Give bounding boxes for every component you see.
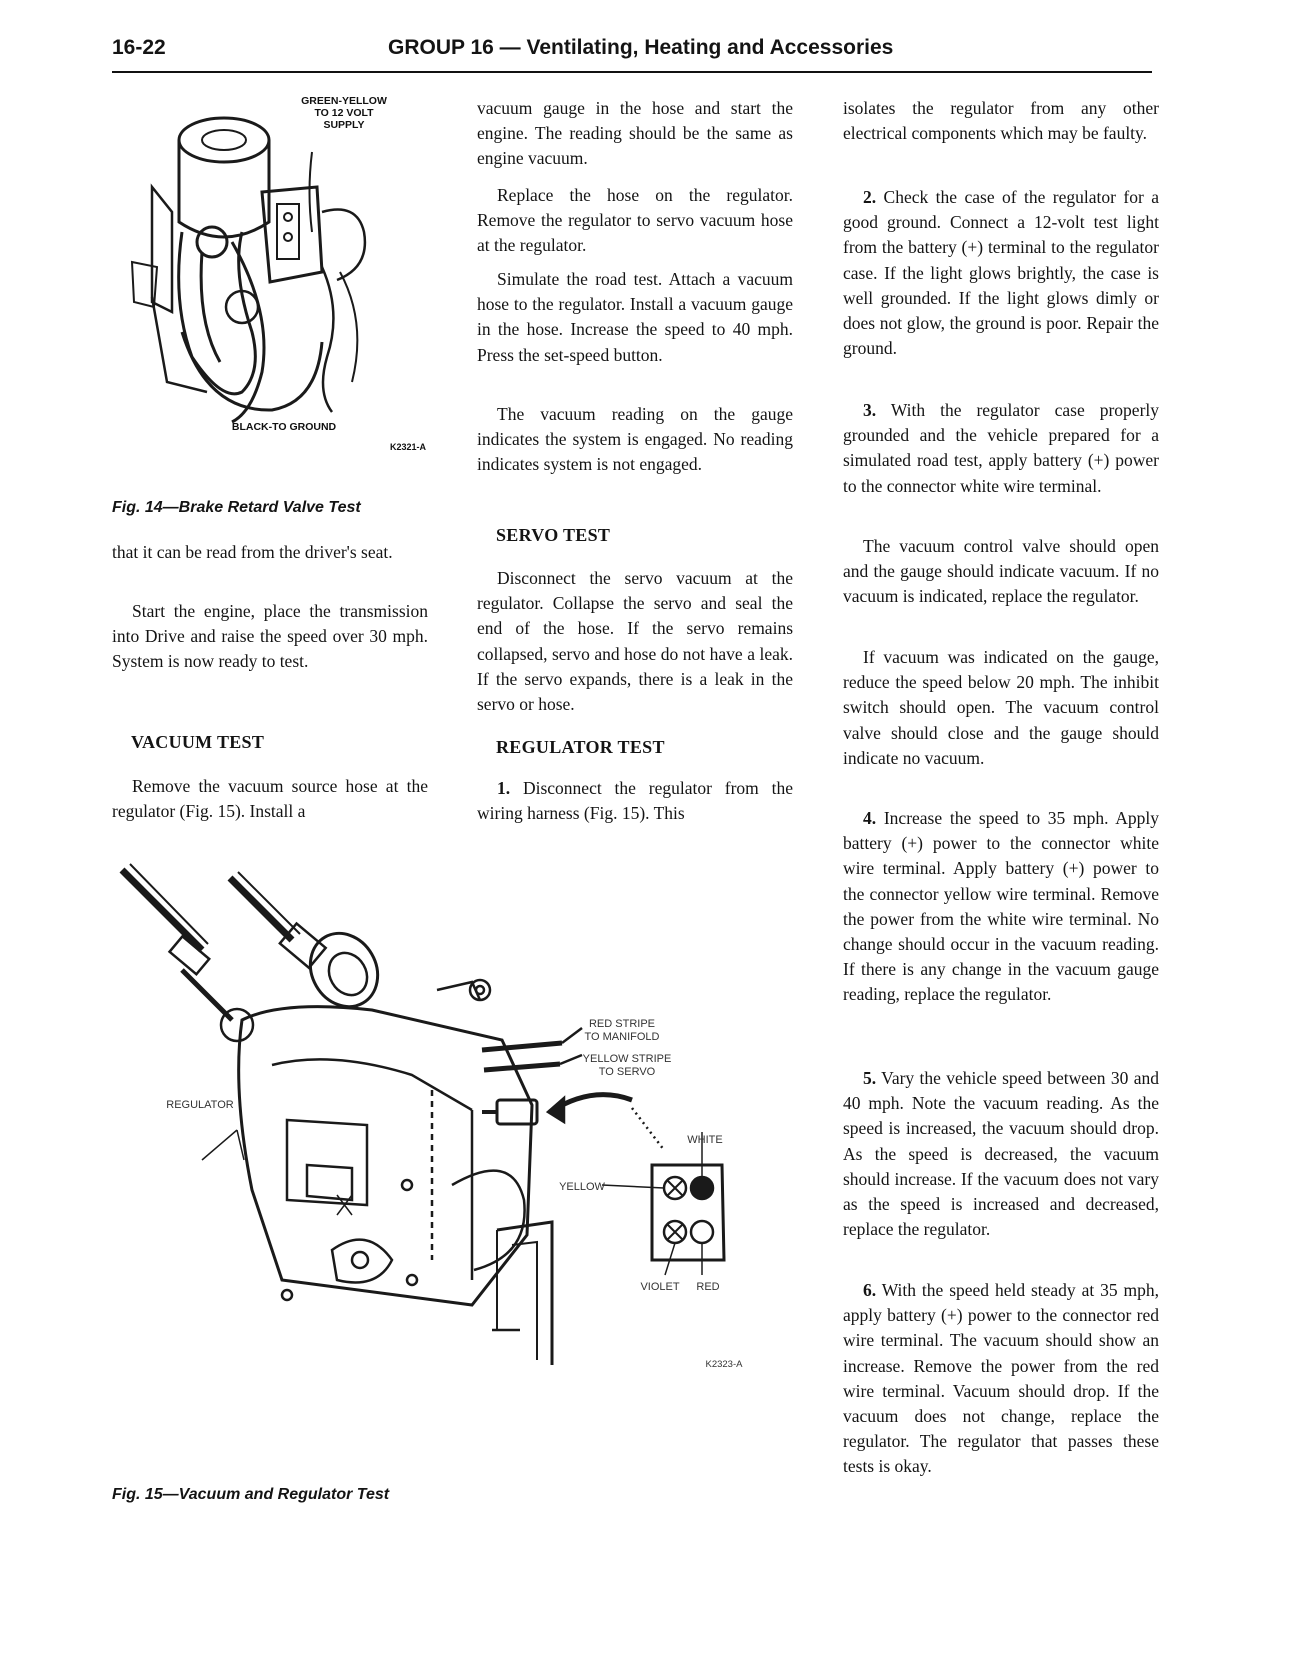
col2-para-3: Simulate the road test. Attach a vacuum hose to the regulator. Install a vacuum gauge in the hose. Increase the speed to 40 mph. Press the set-speed button. (477, 269, 793, 365)
col2-para-6 (477, 776, 793, 826)
col3-para-8 (843, 1278, 1159, 1480)
step-number: 5. (863, 1068, 877, 1088)
figure-14-code: K2321-A (389, 442, 427, 452)
vacuum-test-heading: VACUUM TEST (131, 732, 265, 752)
step-text: Vary the vehicle speed between 30 and 40 mph. Note the vacuum reading. As the speed is increased, the vacuum should drop. As the speed is decreased, the vacuum should increase. If the vacuum does not vary as the speed is increased and decreased, replace the regulator. (843, 1068, 1159, 1240)
label-red: RED (696, 1281, 720, 1293)
step-number: 6. (863, 1280, 877, 1300)
step-text: Increase the speed to 35 mph. Apply battery (+) power to the connector white wire terminal. Apply battery (+) power to the connector yellow wire terminal. Remove the power from the white wire terminal. No change should occur in the vacuum reading. If there is any change in the vacuum gauge reading, replace the regulator. (843, 808, 1159, 1005)
figure-15-illustration (112, 860, 802, 1470)
col2-para-1: vacuum gauge in the hose and start the engine. The reading should be the same as engine vacuum. (477, 98, 793, 169)
col3-para-4: The vacuum control valve should open and the gauge should indicate vacuum. If no vacuum is indicated, replace the regulator. (843, 536, 1159, 607)
label-yellow: YELLOW (559, 1181, 605, 1193)
label-to-12-volt: TO 12 VOLT (314, 107, 374, 119)
step-text: With the regulator case properly grounded and the vehicle prepared for a simulated road test, apply battery (+) power to the connector white wire terminal. (843, 400, 1160, 496)
step-number: 1. (497, 778, 511, 798)
step-text: With the speed held steady at 35 mph, apply battery (+) power to the connector red wire terminal. The vacuum should show an increase. Remove the power from the red wire terminal. Vacuum should drop. If the vacuum does not change, replace the regulator. The regulator that passes these tests is okay. (843, 1280, 1160, 1477)
col3-para-7 (843, 1066, 1159, 1242)
header-rule (112, 71, 1152, 73)
label-to-manifold: TO MANIFOLD (584, 1031, 660, 1043)
col3-para-1: isolates the regulator from any other electrical components which may be faulty. (843, 98, 1159, 144)
step-text: Disconnect the regulator from the wiring harness (Fig. 15). This (477, 778, 793, 824)
page-header (112, 36, 1152, 70)
step-text: Check the case of the regulator for a good ground. Connect a 12-volt test light from the battery (+) terminal to the regulator case. If the light glows brightly, the case is well grounded. If the light glows dimly or does not glow, the ground is poor. Repair the ground. (843, 187, 1159, 359)
label-red-stripe: RED STRIPE (588, 1018, 656, 1030)
step-number: 3. (863, 400, 877, 420)
col3-para-6 (843, 806, 1159, 1008)
regulator-test-heading: REGULATOR TEST (496, 737, 665, 757)
label-green-yellow: GREEN-YELLOW (301, 95, 387, 107)
col1-para-1: that it can be read from the driver's seat. (112, 542, 393, 562)
col2-para-2: Replace the hose on the regulator. Remove the regulator to servo vacuum hose at the regulator. (477, 185, 793, 256)
page-number: 16-22 (112, 36, 166, 59)
col1-para-3: Remove the vacuum source hose at the regulator (Fig. 15). Install a (112, 776, 428, 822)
col2-para-4: The vacuum reading on the gauge indicates the system is engaged. No reading indicates system is not engaged. (477, 404, 793, 475)
step-number: 2. (863, 187, 877, 207)
figure-14-caption: Fig. 14—Brake Retard Valve Test (112, 499, 361, 516)
col3-para-5: If vacuum was indicated on the gauge, reduce the speed below 20 mph. The inhibit switch should open. The vacuum control valve should close and the gauge should indicate no vacuum. (843, 647, 1159, 768)
servo-test-heading: SERVO TEST (496, 525, 611, 545)
col3-para-2 (843, 185, 1159, 361)
label-supply: SUPPLY (323, 119, 365, 131)
label-black-to-ground: BLACK-TO GROUND (231, 421, 337, 433)
figure-15-caption: Fig. 15—Vacuum and Regulator Test (112, 1486, 390, 1503)
label-white: WHITE (687, 1134, 723, 1146)
figure-15-code: K2323-A (705, 1359, 743, 1370)
label-regulator: REGULATOR (166, 1099, 234, 1111)
label-yellow-stripe: YELLOW STRIPE (582, 1053, 672, 1065)
col2-para-5: Disconnect the servo vacuum at the regulator. Collapse the servo and seal the end of the hose. If the servo remains collapsed, servo and hose do not have a leak. If the servo expands, there is a leak in the servo or hose. (477, 568, 793, 715)
col1-para-2: Start the engine, place the transmission into Drive and raise the speed over 30 mph. System is now ready to test. (112, 601, 428, 672)
figure-14-illustration (112, 92, 428, 482)
label-to-servo: TO SERVO (598, 1066, 656, 1078)
col3-para-3 (843, 398, 1159, 499)
step-number: 4. (863, 808, 877, 828)
group-title: GROUP 16 — Ventilating, Heating and Accessories (388, 36, 894, 59)
label-violet: VIOLET (640, 1281, 680, 1293)
